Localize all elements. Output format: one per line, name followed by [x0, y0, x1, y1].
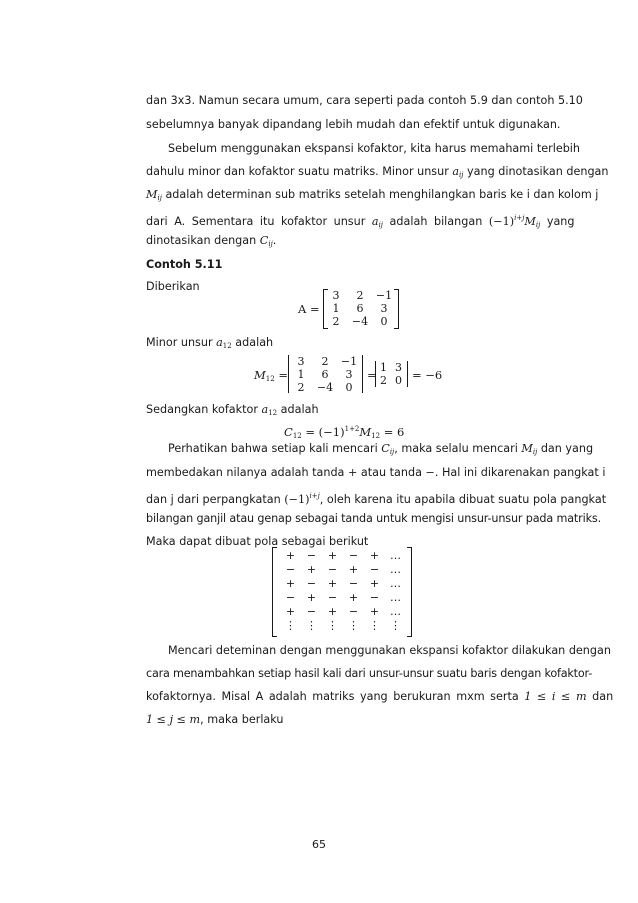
text-span: Sedangkan kofaktor — [146, 403, 258, 416]
equals-sign: = — [367, 368, 377, 382]
math-symbol: (−1) — [488, 215, 515, 228]
math-subscript: ij — [459, 171, 464, 179]
text-span: dan — [592, 690, 614, 703]
minor-lhs — [254, 368, 288, 383]
math-superscript: i+j — [514, 214, 525, 222]
text-line: dinotasikan dengan $C_{ij}$. — [146, 234, 277, 248]
text-line: dan 3x3. Namun secara umum, cara seperti pada contoh 5.9 dan contoh 5.10 — [146, 94, 583, 107]
matrix-cell: 3 — [332, 289, 340, 302]
matrix-cell: 1 — [297, 368, 305, 381]
det-bar-right — [407, 361, 408, 387]
math-symbol: a — [452, 165, 460, 178]
text-span: , oleh karena itu apabila dibuat suatu pola pangkat — [319, 493, 607, 506]
math-symbol: − — [425, 466, 435, 479]
sign-cell: − — [327, 563, 338, 576]
sign-cell: ⋮ — [390, 619, 401, 632]
math-subscript: 12 — [371, 432, 381, 440]
text-span: yang — [546, 215, 575, 228]
text-line — [146, 336, 273, 353]
math-subscript: 12 — [222, 342, 232, 350]
text-span: dan yang — [540, 442, 594, 455]
text-span: kofaktornya. Misal A adalah matriks yang berukuran mxm serta — [146, 690, 519, 703]
matrix-cell: 6 — [356, 302, 364, 315]
sign-cell: − — [348, 577, 359, 590]
math-inequality: 1 ≤ i ≤ m — [524, 690, 587, 703]
math-symbol: a — [216, 336, 223, 349]
text-span: adalah determinan sub matriks setelah menghilangkan baris ke i dan kolom j — [165, 188, 599, 201]
math-subscript: 12 — [292, 432, 302, 440]
text-span: Perhatikan bahwa setiap kali mencari — [168, 442, 378, 455]
sign-cell: + — [327, 577, 338, 590]
equals-sign: = — [278, 368, 288, 382]
matrix-a-label: A = — [298, 302, 320, 316]
sign-cell: − — [369, 591, 380, 604]
matrix-cell: −4 — [351, 315, 369, 328]
math-superscript: i+j — [309, 492, 320, 500]
sign-cell: + — [327, 549, 338, 562]
math-symbol: = (−1) — [305, 425, 345, 439]
text-span: membedakan nilanya adalah tanda — [146, 466, 345, 479]
matrix-cell: 0 — [380, 315, 388, 328]
sign-cell: − — [327, 591, 338, 604]
sign-cell: + — [285, 605, 296, 618]
text-span: . Hal ini dikarenakan pangkat i — [434, 466, 606, 479]
math-symbol: M — [521, 442, 533, 455]
sign-cell: + — [306, 591, 317, 604]
sign-cell: ⋮ — [285, 619, 296, 632]
matrix-cell: 0 — [345, 381, 353, 394]
bracket-right — [407, 547, 412, 637]
matrix-cell: 2 — [297, 381, 305, 394]
matrix-cell: 1 — [380, 361, 387, 374]
math-symbol: = 6 — [383, 425, 405, 439]
text-line — [146, 403, 319, 420]
matrix-cell: −4 — [316, 381, 334, 394]
sign-cell: + — [306, 563, 317, 576]
sign-cell: − — [306, 549, 317, 562]
page-number: 65 — [312, 838, 326, 851]
text-span: yang dinotasikan dengan — [467, 165, 609, 178]
math-subscript: 12 — [265, 375, 275, 383]
text-span: dan j dari perpangkatan — [146, 493, 281, 506]
text-line: Sebelum menggunakan ekspansi kofaktor, kita harus memahami terlebih — [168, 142, 580, 155]
text-span: dinotasikan dengan — [146, 234, 257, 247]
text-line — [146, 713, 538, 727]
math-symbol: a — [371, 215, 379, 228]
sign-cell: + — [285, 549, 296, 562]
sign-cell: ⋮ — [327, 619, 338, 632]
math-symbol: + — [347, 466, 358, 479]
sign-cell: − — [348, 549, 359, 562]
det-bar-right — [362, 355, 363, 393]
text-line — [146, 690, 614, 704]
text-line — [146, 211, 575, 232]
matrix-cell: 0 — [395, 374, 402, 387]
matrix-cell: 2 — [356, 289, 364, 302]
math-subscript: ij — [157, 194, 162, 202]
sign-cell: − — [306, 577, 317, 590]
bracket-left — [272, 547, 277, 637]
text-line: cara menambahkan setiap hasil kali dari unsur-unsur suatu baris dengan kofaktor- — [146, 667, 593, 680]
sign-cell: … — [390, 549, 401, 562]
text-span: dahulu minor dan kofaktor suatu matriks. Minor unsur — [146, 165, 449, 178]
math-symbol: C — [381, 442, 390, 455]
sign-cell: ⋮ — [369, 619, 380, 632]
text-span: , maka selalu mencari — [394, 442, 518, 455]
math-symbol: a — [261, 403, 269, 416]
math-symbol: M — [524, 215, 536, 228]
sign-cell: … — [390, 591, 401, 604]
text-span: adalah — [235, 336, 274, 349]
sign-cell: … — [390, 577, 401, 590]
example-heading: Contoh 5.11 — [146, 258, 223, 271]
text-line — [146, 466, 606, 480]
matrix-cell: 1 — [332, 302, 340, 315]
matrix-cell: 3 — [297, 355, 305, 368]
matrix-cell: 3 — [345, 368, 353, 381]
sign-cell: − — [348, 605, 359, 618]
matrix-cell: −1 — [375, 289, 393, 302]
text-line — [146, 188, 599, 205]
text-span: atau tanda — [360, 466, 422, 479]
math-symbol: M — [359, 425, 372, 439]
math-subscript: ij — [535, 221, 541, 229]
sign-cell: ⋮ — [306, 619, 317, 632]
text-line: sebelumnya banyak dipandang lebih mudah dan efektif untuk digunakan. — [146, 118, 561, 131]
sign-cell: − — [285, 591, 296, 604]
cofactor-equation — [284, 425, 404, 440]
math-symbol: C — [259, 234, 269, 247]
text-line — [146, 489, 607, 507]
text-line: bilangan ganjil atau genap sebagai tanda untuk mengisi unsur-unsur pada matriks. — [146, 512, 601, 525]
matrix-cell: 6 — [321, 368, 329, 381]
math-inequality: 1 ≤ j ≤ m — [146, 713, 201, 726]
text-span: dari A. Sementara itu kofaktor unsur — [146, 215, 366, 228]
sign-cell: + — [369, 549, 380, 562]
text-line: Maka dapat dibuat pola sebagai berikut — [146, 535, 369, 548]
math-subscript: 12 — [268, 409, 278, 417]
matrix-cell: 2 — [332, 315, 340, 328]
sign-cell: + — [369, 577, 380, 590]
text-span: adalah bilangan — [389, 215, 483, 228]
math-symbol: M — [146, 188, 158, 201]
sign-cell: … — [390, 605, 401, 618]
text-line: Diberikan — [146, 280, 200, 293]
sign-cell: − — [369, 563, 380, 576]
text-line: Mencari deteminan dengan menggunakan ekspansi kofaktor dilakukan dengan — [168, 644, 611, 657]
sign-cell: ⋮ — [348, 619, 359, 632]
math-subscript: ij — [378, 221, 383, 229]
text-line — [168, 442, 594, 459]
math-subscript: ij — [268, 240, 273, 248]
math-subscript: ij — [389, 448, 395, 456]
matrix-cell: −1 — [340, 355, 358, 368]
math-superscript: 1+2 — [344, 425, 360, 433]
matrix-cell: 3 — [395, 361, 402, 374]
minor-result: = −6 — [412, 368, 443, 382]
sign-cell: + — [348, 591, 359, 604]
sign-cell: + — [348, 563, 359, 576]
math-symbol: M — [254, 368, 266, 382]
matrix-cell: 2 — [321, 355, 329, 368]
text-span: , maka berlaku — [200, 713, 284, 726]
math-subscript: ij — [532, 448, 538, 456]
sign-cell: + — [327, 605, 338, 618]
sign-cell: … — [390, 563, 401, 576]
text-line — [146, 165, 609, 182]
text-span: Minor unsur — [146, 336, 213, 349]
math-symbol: C — [284, 425, 293, 439]
sign-cell: − — [306, 605, 317, 618]
sign-cell: − — [285, 563, 296, 576]
math-symbol: (−1) — [284, 493, 310, 506]
text-span: adalah — [280, 403, 319, 416]
sign-cell: + — [285, 577, 296, 590]
sign-cell: + — [369, 605, 380, 618]
matrix-cell: 2 — [380, 374, 387, 387]
matrix-cell: 3 — [380, 302, 388, 315]
